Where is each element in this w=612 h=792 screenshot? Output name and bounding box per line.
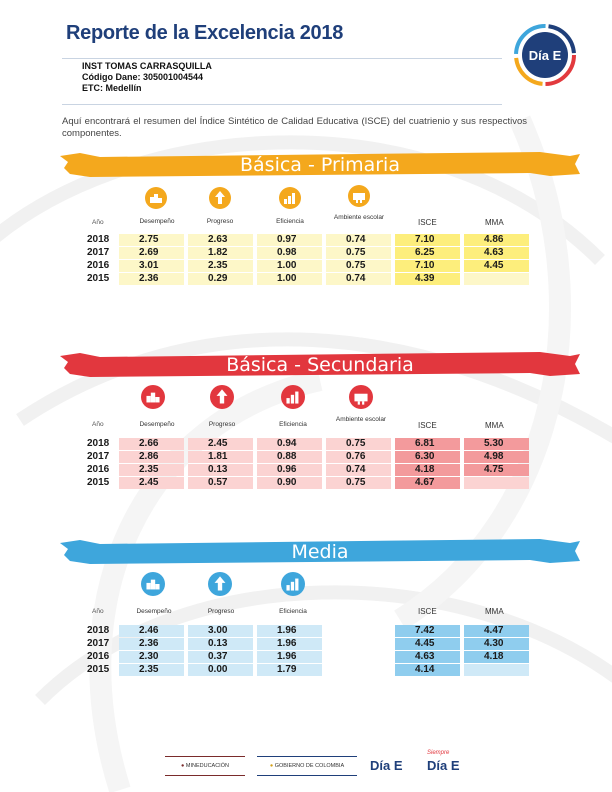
progreso-cell: 0.13 [188, 464, 253, 476]
eficiencia-cell: 0.90 [257, 477, 322, 489]
progreso-cell: 0.13 [188, 638, 253, 650]
ambiente-cell: 0.75 [326, 477, 391, 489]
eficiencia-cell: 0.94 [257, 438, 322, 450]
eficiencia-cell: 1.96 [257, 625, 322, 637]
isce-cell: 6.81 [395, 438, 460, 450]
ambiente-label: Ambiente escolar [335, 416, 387, 423]
desempeno-cell: 2.30 [119, 651, 184, 663]
eficiencia-cell: 1.00 [257, 260, 322, 272]
year-cell: 2018 [87, 438, 110, 449]
eficiencia-cell: 1.96 [257, 638, 322, 650]
mma-cell [464, 664, 529, 676]
progreso-cell: 2.63 [188, 234, 253, 246]
eficiencia-icon [279, 187, 301, 209]
siempre-dia-e-logo: Día E [427, 758, 460, 773]
isce-cell: 4.39 [395, 273, 460, 285]
ambiente-cell: 0.74 [326, 273, 391, 285]
year-cell: 2018 [87, 625, 110, 636]
secundaria-title: Básica - Secundaria [226, 354, 414, 376]
primaria-title: Básica - Primaria [240, 154, 400, 176]
year-cell: 2015 [87, 664, 110, 675]
year-cell: 2018 [87, 234, 110, 245]
mma-header: MMA [485, 607, 504, 616]
siempre-label: Siempre [427, 750, 450, 756]
desempeno-label: Desempeño [136, 608, 172, 615]
desempeno-cell: 2.66 [119, 438, 184, 450]
eficiencia-cell: 0.97 [257, 234, 322, 246]
isce-cell: 6.25 [395, 247, 460, 259]
ambiente-label: Ambiente escolar [333, 214, 385, 221]
desempeno-cell: 2.36 [119, 638, 184, 650]
progreso-cell: 0.29 [188, 273, 253, 285]
mma-header: MMA [485, 421, 504, 430]
progreso-cell: 0.37 [188, 651, 253, 663]
school-info [82, 61, 212, 94]
year-header: Año [92, 219, 104, 226]
progreso-cell: 1.82 [188, 247, 253, 259]
desempeno-cell: 2.69 [119, 247, 184, 259]
desempeno-icon [141, 572, 165, 596]
progreso-icon [210, 385, 234, 409]
eficiencia-label: Eficiencia [279, 421, 307, 428]
desempeno-cell: 2.75 [119, 234, 184, 246]
progreso-label: Progreso [206, 218, 234, 225]
year-cell: 2017 [87, 247, 110, 258]
desempeno-icon [141, 385, 165, 409]
mma-cell: 4.98 [464, 451, 529, 463]
school-etc: ETC: Medellín [82, 83, 142, 93]
mma-cell: 4.45 [464, 260, 529, 272]
media-banner [60, 537, 580, 565]
eficiencia-cell: 1.00 [257, 273, 322, 285]
isce-cell: 7.42 [395, 625, 460, 637]
progreso-cell: 0.57 [188, 477, 253, 489]
year-cell: 2016 [87, 464, 110, 475]
isce-header: ISCE [418, 421, 437, 430]
divider [62, 58, 502, 59]
isce-cell: 4.18 [395, 464, 460, 476]
gobierno-text: GOBIERNO DE COLOMBIA [274, 763, 345, 769]
mma-cell: 4.75 [464, 464, 529, 476]
isce-cell: 4.63 [395, 651, 460, 663]
ambiente-icon [349, 385, 373, 409]
mma-cell: 4.18 [464, 651, 529, 663]
mma-header: MMA [485, 218, 504, 227]
desempeno-label: Desempeño [139, 421, 175, 428]
eficiencia-cell: 0.88 [257, 451, 322, 463]
school-name: INST TOMAS CARRASQUILLA [82, 61, 212, 71]
year-cell: 2016 [87, 651, 110, 662]
ambiente-cell: 0.74 [326, 234, 391, 246]
eficiencia-label: Eficiencia [276, 218, 304, 225]
desempeno-cell: 2.86 [119, 451, 184, 463]
eficiencia-icon [281, 385, 305, 409]
progreso-icon [208, 572, 232, 596]
year-cell: 2015 [87, 273, 110, 284]
isce-cell: 7.10 [395, 260, 460, 272]
mma-cell: 4.63 [464, 247, 529, 259]
logo-text: Día E [528, 48, 562, 63]
isce-cell: 4.67 [395, 477, 460, 489]
progreso-label: Progreso [208, 421, 236, 428]
year-cell: 2016 [87, 260, 110, 271]
progreso-cell: 2.45 [188, 438, 253, 450]
isce-cell: 7.10 [395, 234, 460, 246]
ambiente-cell: 0.75 [326, 247, 391, 259]
intro-text: Aquí encontrará el resumen del Índice Sintético de Calidad Educativa (ISCE) del cuatrienio y sus respectivos componentes. [62, 116, 527, 139]
year-header: Año [92, 421, 104, 428]
ambiente-cell: 0.76 [326, 451, 391, 463]
divider [62, 104, 502, 105]
desempeno-icon [145, 187, 167, 209]
eficiencia-label: Eficiencia [279, 608, 307, 615]
desempeno-cell: 3.01 [119, 260, 184, 272]
year-header: Año [92, 608, 104, 615]
ambiente-cell: 0.75 [326, 438, 391, 450]
mineducacion-text: MINEDUCACIÓN [185, 763, 229, 769]
isce-header: ISCE [418, 218, 437, 227]
year-cell: 2015 [87, 477, 110, 488]
mma-cell [464, 273, 529, 285]
desempeno-cell: 2.46 [119, 625, 184, 637]
progreso-cell: 2.35 [188, 260, 253, 272]
eficiencia-cell: 1.96 [257, 651, 322, 663]
ambiente-icon [348, 185, 370, 207]
eficiencia-cell: 0.98 [257, 247, 322, 259]
eficiencia-icon [281, 572, 305, 596]
school-dane: Código Dane: 305001004544 [82, 72, 204, 82]
desempeno-label: Desempeño [139, 218, 175, 225]
eficiencia-cell: 1.79 [257, 664, 322, 676]
progreso-icon [209, 187, 231, 209]
dia-e-footer-logo: Día E [370, 758, 403, 773]
desempeno-cell: 2.45 [119, 477, 184, 489]
ambiente-cell: 0.74 [326, 464, 391, 476]
dia-e-logo [505, 20, 585, 90]
mma-cell: 4.47 [464, 625, 529, 637]
mma-cell: 5.30 [464, 438, 529, 450]
ambiente-cell: 0.75 [326, 260, 391, 272]
isce-cell: 4.14 [395, 664, 460, 676]
page-title: Reporte de la Excelencia 2018 [66, 22, 344, 44]
progreso-cell: 3.00 [188, 625, 253, 637]
year-cell: 2017 [87, 451, 110, 462]
mma-cell: 4.30 [464, 638, 529, 650]
gobierno-logo: ● GOBIERNO DE COLOMBIA [257, 756, 357, 776]
mma-cell [464, 477, 529, 489]
desempeno-cell: 2.36 [119, 273, 184, 285]
secundaria-banner [60, 350, 580, 378]
isce-header: ISCE [418, 607, 437, 616]
desempeno-cell: 2.35 [119, 464, 184, 476]
mineducacion-logo: ● MINEDUCACIÓN [165, 756, 245, 776]
media-title: Media [291, 541, 349, 563]
isce-cell: 6.30 [395, 451, 460, 463]
isce-cell: 4.45 [395, 638, 460, 650]
desempeno-cell: 2.35 [119, 664, 184, 676]
progreso-cell: 0.00 [188, 664, 253, 676]
progreso-cell: 1.81 [188, 451, 253, 463]
year-cell: 2017 [87, 638, 110, 649]
progreso-label: Progreso [207, 608, 235, 615]
primaria-banner [60, 150, 580, 178]
eficiencia-cell: 0.96 [257, 464, 322, 476]
mma-cell: 4.86 [464, 234, 529, 246]
